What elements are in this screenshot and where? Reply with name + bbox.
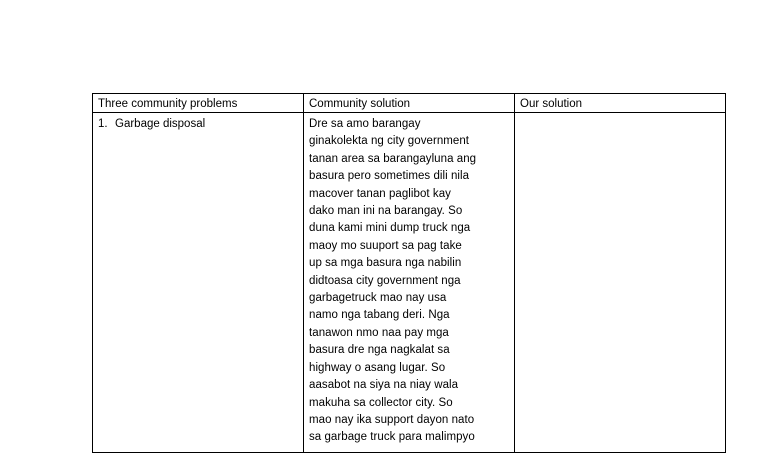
solution-line: macover tanan paglibot kay [309,187,451,200]
header-community-solution: Community solution [304,94,515,113]
solution-line: maoy mo suuport sa pag take [309,239,462,252]
problem-text: Garbage disposal [115,118,206,130]
solution-line: garbagetruck mao nay usa [309,292,447,305]
problem-number: 1. [98,118,108,130]
solution-line: namo nga tabang deri. Nga [309,309,450,322]
solution-line: tanan area sa barangayluna ang [309,152,477,165]
solution-line: ginakolekta ng city government [309,135,470,148]
solution-line: mao nay ika support dayon nato [309,413,475,426]
community-problems-table [92,93,726,453]
solution-line: basura pero sometimes dili nila [309,170,470,183]
our-solution-cell [515,113,726,453]
solution-line: basura dre nga nagkalat sa [309,344,450,357]
solution-line: Dre sa amo barangay [309,118,421,130]
problem-cell [93,113,304,453]
solution-line: duna kami mini dump truck nga [309,222,471,235]
solution-line: tanawon nmo naa pay mga [309,326,449,339]
solution-line: highway o asang lugar. So [309,361,446,374]
solution-line: sa garbage truck para malimpyo [309,431,475,444]
solution-line: didtoasa city government nga [309,274,461,287]
solution-line: dako man ini na barangay. So [309,205,463,218]
community-solution-cell [304,113,515,453]
solution-line: aasabot na siya na niay wala [309,379,459,392]
table-header-row [93,94,726,113]
header-our-solution: Our solution [515,94,726,113]
table-row [93,113,726,453]
solution-line: makuha sa collector city. So [309,396,453,409]
solution-line: up sa mga basura nga nabilin [309,257,462,270]
header-three-community-problems: Three community problems [93,94,304,113]
